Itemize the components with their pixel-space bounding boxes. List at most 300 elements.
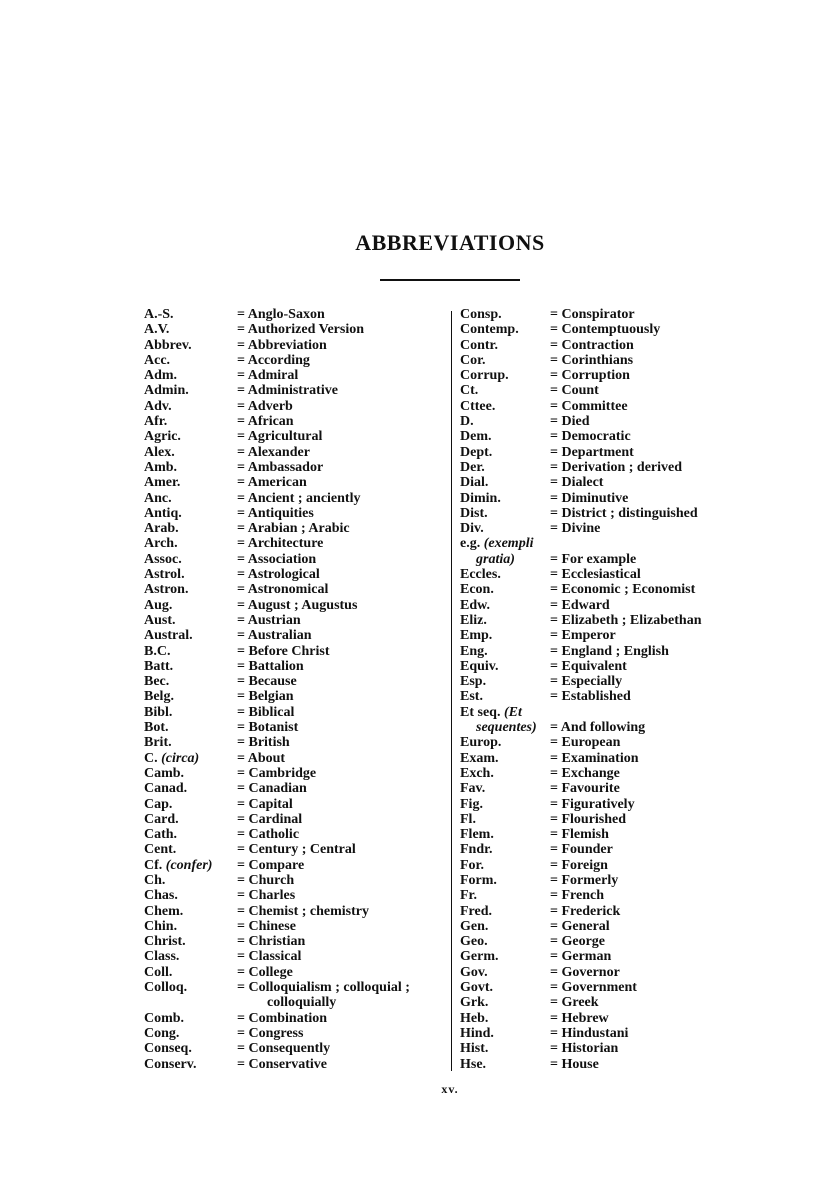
abbreviation-definition (550, 1057, 599, 1072)
abbreviation-term (144, 949, 179, 964)
abbreviation-definition (237, 766, 316, 781)
definition-text: = Christian (237, 934, 306, 950)
abbreviation-text: Heb. (460, 1010, 489, 1026)
abbreviation-text: Govt. (460, 980, 494, 996)
abbreviation-term (460, 567, 501, 582)
abbreviation-definition (237, 414, 294, 429)
abbreviation-term (144, 644, 170, 659)
abbreviation-term (144, 521, 179, 536)
definition-text: = Combination (237, 1010, 328, 1026)
abbreviation-term (144, 705, 172, 720)
abbreviation-term (144, 322, 169, 337)
definition-text: = Antiquities (237, 505, 314, 521)
definition-text: = District ; distinguished (550, 505, 698, 521)
abbreviation-definition (550, 613, 701, 628)
title-rule (380, 279, 520, 281)
abbreviation-text: Esp. (460, 674, 487, 690)
definition-text: = Century ; Central (237, 842, 356, 858)
abbreviation-text: Belg. (144, 689, 174, 705)
definition-text: = European (550, 735, 621, 751)
definition-text: = Battalion (237, 658, 304, 674)
abbreviation-term (460, 904, 492, 919)
abbreviation-text: Corrup. (460, 368, 509, 384)
abbreviation-text: Econ. (460, 582, 494, 598)
abbreviation-text: Assoc. (144, 551, 182, 567)
definition-text: = Ecclesiastical (550, 567, 641, 583)
abbreviation-definition (237, 842, 356, 857)
abbreviation-text: Coll. (144, 964, 173, 980)
abbreviation-definition (237, 904, 369, 919)
definition-text: = Australian (237, 628, 312, 644)
abbreviation-term (144, 460, 177, 475)
abbreviation-definition (237, 1026, 303, 1041)
abbreviation-term (144, 383, 189, 398)
abbreviation-term (144, 842, 176, 857)
abbreviation-term (460, 1057, 486, 1072)
definition-text: = Agricultural (237, 429, 323, 445)
abbreviation-text: Europ. (460, 735, 502, 751)
abbreviation-definition (550, 445, 634, 460)
abbreviation-text: Antiq. (144, 505, 182, 521)
abbreviation-text: Et seq. (460, 704, 501, 720)
abbreviation-definition (237, 567, 320, 582)
abbreviation-term (460, 659, 499, 674)
definition-text: = Chemist ; chemistry (237, 903, 370, 919)
abbreviation-text: Fav. (460, 781, 486, 797)
abbreviation-text: Chas. (144, 888, 178, 904)
definition-text: = Hebrew (550, 1010, 609, 1026)
abbreviation-term (144, 1057, 197, 1072)
abbreviation-term (144, 674, 169, 689)
definition-text: = Architecture (237, 536, 324, 552)
definition-text: = And following (550, 720, 646, 736)
definition-text: = Derivation ; derived (550, 459, 683, 475)
abbreviation-text: Exam. (460, 750, 499, 766)
abbreviation-definition (237, 812, 302, 827)
abbreviation-term (460, 628, 492, 643)
abbreviation-definition (550, 598, 610, 613)
definition-text: = Abbreviation (237, 337, 327, 353)
abbreviation-term (460, 1041, 488, 1056)
definition-text: = Chinese (237, 918, 296, 934)
definition-text: = Examination (550, 750, 639, 766)
abbreviation-text: Emp. (460, 628, 493, 644)
definition-text: = Committee (550, 398, 628, 414)
abbreviation-term (144, 827, 177, 842)
abbreviation-text: Adm. (144, 368, 178, 384)
abbreviation-definition (237, 781, 307, 796)
abbreviation-text: Exch. (460, 765, 494, 781)
abbreviation-term (144, 567, 185, 582)
abbreviation-term (144, 965, 172, 980)
definition-text: = Greek (550, 995, 599, 1011)
abbreviation-term (460, 1026, 494, 1041)
definition-text: = Government (550, 980, 637, 996)
definition-text: = Founder (550, 842, 613, 858)
definition-text: = Divine (550, 521, 601, 537)
definition-text: = Administrative (237, 383, 338, 399)
abbreviation-text: Astrol. (144, 567, 185, 583)
abbreviation-term (460, 414, 474, 429)
abbreviation-term (144, 414, 167, 429)
definition-text: = Established (550, 689, 631, 705)
abbreviation-definition (550, 399, 628, 414)
abbreviation-term (144, 1011, 184, 1026)
abbreviation-term (144, 475, 180, 490)
abbreviation-definition (237, 644, 329, 659)
abbreviation-definition (237, 368, 298, 383)
abbreviation-term (144, 582, 188, 597)
abbreviation-definition (550, 322, 660, 337)
abbreviation-term (144, 491, 172, 506)
abbreviation-text: Adv. (144, 398, 172, 414)
abbreviation-definition (237, 735, 290, 750)
abbreviation-term (460, 338, 498, 353)
abbreviation-definition (237, 383, 338, 398)
definition-text: = Equivalent (550, 658, 627, 674)
abbreviation-definition (550, 781, 620, 796)
abbreviation-latin-cont: sequentes) (476, 720, 537, 736)
abbreviation-term (460, 368, 509, 383)
definition-text: = Admiral (237, 368, 299, 384)
abbreviation-text: Cf. (144, 857, 163, 873)
definition-text: = Count (550, 383, 599, 399)
abbreviation-definition (550, 888, 604, 903)
abbreviation-text: Eccles. (460, 567, 501, 583)
abbreviation-definition (237, 353, 310, 368)
definition-text: = Foreign (550, 857, 608, 873)
abbreviation-text: Cap. (144, 796, 173, 812)
definition-text: = Compare (237, 857, 305, 873)
abbreviation-term (144, 613, 176, 628)
definition-text: = Department (550, 444, 634, 460)
abbreviation-term (144, 904, 183, 919)
abbreviation-definition (550, 965, 620, 980)
definition-text: = Cardinal (237, 811, 303, 827)
abbreviation-text: Cong. (144, 1025, 180, 1041)
definition-text: = George (550, 934, 606, 950)
definition-text: = Colloquialism ; colloquial ; (237, 980, 410, 996)
abbreviation-term (460, 934, 488, 949)
abbreviation-term (144, 766, 184, 781)
abbreviation-term (144, 781, 187, 796)
abbreviation-definition (550, 904, 620, 919)
abbreviation-definition (237, 797, 293, 812)
abbreviation-text: Abbrev. (144, 337, 192, 353)
abbreviation-text: Amb. (144, 459, 178, 475)
abbreviation-definition (550, 383, 599, 398)
abbreviation-text: Cent. (144, 842, 177, 858)
abbreviation-text: Flem. (460, 827, 494, 843)
abbreviation-term (144, 429, 181, 444)
abbreviation-text: Eng. (460, 643, 488, 659)
definition-text: = Capital (237, 796, 293, 812)
definition-text: = Catholic (237, 827, 300, 843)
abbreviation-term (460, 797, 483, 812)
abbreviation-definition (550, 858, 608, 873)
abbreviation-definition (550, 827, 609, 842)
abbreviation-definition (550, 414, 589, 429)
abbreviation-text: Der. (460, 459, 485, 475)
abbreviation-term (144, 368, 177, 383)
abbreviation-text: Amer. (144, 475, 181, 491)
abbreviation-text: Bot. (144, 720, 169, 736)
abbreviation-text: Anc. (144, 490, 172, 506)
abbreviation-text: Aug. (144, 597, 173, 613)
definition-text: = Figuratively (550, 796, 635, 812)
definition-text: = August ; Augustus (237, 597, 358, 613)
abbreviation-term (460, 842, 493, 857)
abbreviation-term (144, 506, 182, 521)
definition-text: = Ancient ; anciently (237, 490, 361, 506)
abbreviation-definition (550, 735, 620, 750)
abbreviation-text: Fred. (460, 903, 493, 919)
abbreviation-term (144, 873, 165, 888)
abbreviation-text: e.g. (460, 536, 481, 552)
abbreviation-text: Batt. (144, 658, 174, 674)
abbreviation-text: Class. (144, 949, 180, 965)
abbreviation-text: Eliz. (460, 612, 487, 628)
abbreviation-term (460, 536, 533, 567)
abbreviation-definition (237, 934, 305, 949)
abbreviation-text: C. (144, 750, 158, 766)
abbreviation-term (460, 735, 501, 750)
abbreviation-term (460, 1011, 488, 1026)
abbreviation-definition (550, 812, 626, 827)
abbreviation-definition (550, 552, 636, 567)
abbreviation-definition (550, 797, 635, 812)
abbreviation-text: Dept. (460, 444, 493, 460)
abbreviation-text: Contemp. (460, 322, 519, 338)
abbreviation-text: D. (460, 414, 474, 430)
abbreviation-definition (237, 1041, 330, 1056)
definition-text: = Governor (550, 964, 620, 980)
definition-text: = Anglo-Saxon (237, 307, 325, 322)
abbreviation-term (460, 582, 494, 597)
abbreviation-definition (237, 888, 295, 903)
abbreviation-text: Conseq. (144, 1041, 192, 1057)
abbreviation-term (460, 644, 488, 659)
abbreviation-text: Geo. (460, 934, 488, 950)
abbreviation-definition (237, 689, 294, 704)
abbreviation-term (144, 888, 178, 903)
definition-text: = Historian (550, 1041, 619, 1057)
abbreviation-text: Austral. (144, 628, 193, 644)
abbreviation-term (144, 1041, 192, 1056)
abbreviation-definition (550, 873, 618, 888)
abbreviation-definition (237, 751, 285, 766)
definition-text: = Ambassador (237, 459, 324, 475)
abbreviation-term (144, 812, 179, 827)
abbreviation-text: A.-S. (144, 307, 174, 322)
abbreviation-term (144, 353, 170, 368)
abbreviation-text: Cor. (460, 352, 486, 368)
abbreviation-definition (237, 858, 304, 873)
abbreviation-text: Agric. (144, 429, 181, 445)
abbreviation-text: Dimin. (460, 490, 501, 506)
abbreviation-term (144, 1026, 179, 1041)
abbreviation-text: Aust. (144, 612, 176, 628)
abbreviation-term (144, 751, 199, 766)
abbreviation-definition (550, 1041, 618, 1056)
abbreviation-text: Gen. (460, 918, 489, 934)
definition-text: = Charles (237, 888, 296, 904)
column-divider (451, 311, 452, 1071)
abbreviation-term (460, 506, 488, 521)
definition-text: = Conspirator (550, 307, 635, 322)
definition-text: = Astrological (237, 567, 320, 583)
abbreviation-text: Canad. (144, 781, 188, 797)
abbreviation-text: Admin. (144, 383, 189, 399)
abbreviation-definition (550, 766, 620, 781)
abbreviation-text: Bec. (144, 674, 170, 690)
definition-text: = Austrian (237, 612, 301, 628)
definition-text: = Exchange (550, 765, 620, 781)
abbreviation-definition (550, 338, 634, 353)
abbreviation-text: Fndr. (460, 842, 493, 858)
abbreviation-definition (550, 644, 669, 659)
abbreviation-text: Christ. (144, 934, 186, 950)
abbreviation-definition (550, 689, 631, 704)
definition-text: = Canadian (237, 781, 307, 797)
definition-text: = Adverb (237, 398, 293, 414)
definition-text: = Diminutive (550, 490, 629, 506)
page-title: ABBREVIATIONS (355, 230, 545, 255)
abbreviation-text: Hind. (460, 1025, 494, 1041)
abbreviation-text: Colloq. (144, 980, 188, 996)
abbreviation-term (460, 888, 477, 903)
abbreviation-text: Dist. (460, 505, 488, 521)
abbreviation-text: Comb. (144, 1010, 185, 1026)
definition-text: = Astronomical (237, 582, 329, 598)
definition-text: = Favourite (550, 781, 620, 797)
abbreviation-text: Fl. (460, 811, 476, 827)
abbreviation-latin-cont: gratia) (476, 551, 515, 567)
definition-text: = Democratic (550, 429, 631, 445)
abbreviation-definition (237, 429, 322, 444)
definition-text: = Conservative (237, 1056, 328, 1072)
definition-text: = England ; English (550, 643, 669, 659)
page-number: xv. (441, 1082, 459, 1096)
definition-text: = Alexander (237, 444, 310, 460)
abbreviation-definition (237, 322, 364, 337)
abbreviation-definition (237, 628, 312, 643)
abbreviation-term (460, 429, 492, 444)
abbreviation-term (460, 445, 492, 460)
abbreviation-definition (237, 659, 304, 674)
abbreviation-definition (237, 521, 350, 536)
abbreviation-definition (550, 353, 633, 368)
abbreviation-text: Gov. (460, 964, 488, 980)
definition-text: = Flemish (550, 827, 609, 843)
abbreviation-definition (237, 1057, 327, 1072)
abbreviation-term (144, 797, 172, 812)
definition-text: = Especially (550, 674, 623, 690)
abbreviation-text: Equiv. (460, 658, 499, 674)
definition-text: = General (550, 918, 610, 934)
abbreviation-definition (237, 873, 294, 888)
abbreviation-definition (237, 720, 298, 735)
abbreviation-definition (550, 368, 630, 383)
abbreviation-text: Cath. (144, 827, 178, 843)
definition-text: = Because (237, 674, 297, 690)
abbreviation-text: Hist. (460, 1041, 489, 1057)
definition-text: = Botanist (237, 720, 299, 736)
abbreviation-text: Conserv. (144, 1056, 197, 1072)
abbreviation-definition (237, 491, 360, 506)
definition-text: = Died (550, 414, 590, 430)
abbreviation-term (460, 858, 484, 873)
abbreviation-definition (237, 949, 301, 964)
abbreviation-term (460, 873, 497, 888)
abbreviation-latin: (circa) (161, 750, 200, 766)
abbreviation-term (460, 751, 499, 766)
abbreviation-definition (550, 842, 613, 857)
definition-text: = Economic ; Economist (550, 582, 696, 598)
abbreviation-definition (237, 919, 296, 934)
definition-text: = Hindustani (550, 1025, 629, 1041)
abbreviation-term (144, 858, 212, 873)
definition-text: = Emperor (550, 628, 616, 644)
abbreviation-text: Arab. (144, 521, 179, 537)
abbreviation-term (460, 491, 501, 506)
abbreviation-term (460, 705, 537, 736)
definition-cont: colloquially (267, 995, 337, 1011)
abbreviation-term (144, 980, 187, 995)
definition-text: = Flourished (550, 811, 627, 827)
definition-text: = Elizabeth ; Elizabethan (550, 612, 702, 628)
abbreviation-term (460, 995, 488, 1010)
abbreviation-text: Ch. (144, 872, 166, 888)
abbreviation-text: Div. (460, 521, 484, 537)
abbreviation-definition (237, 506, 314, 521)
abbreviation-term (144, 689, 174, 704)
abbreviation-definition (550, 460, 682, 475)
abbreviation-definition (550, 567, 641, 582)
abbreviation-definition (550, 659, 627, 674)
abbreviation-term (460, 965, 488, 980)
abbreviation-term (460, 674, 486, 689)
definition-text: = Classical (237, 949, 302, 965)
definition-text: = House (550, 1056, 599, 1072)
definition-text: = American (237, 475, 307, 491)
abbreviation-definition (550, 475, 603, 490)
abbreviation-text: For. (460, 857, 484, 873)
abbreviation-text: Alex. (144, 444, 175, 460)
abbreviation-text: Est. (460, 689, 483, 705)
abbreviation-definition (550, 307, 635, 322)
abbreviation-definition (550, 521, 600, 536)
definition-text: = Before Christ (237, 643, 330, 659)
definition-text: = About (237, 750, 286, 766)
abbreviation-definition (550, 919, 610, 934)
definition-text: = Authorized Version (237, 322, 364, 338)
abbreviation-text: Card. (144, 811, 179, 827)
abbreviation-term (144, 552, 182, 567)
abbreviation-term (460, 521, 484, 536)
definition-text: = Formerly (550, 872, 619, 888)
definition-text: = Corruption (550, 368, 630, 384)
abbreviation-definition (237, 307, 325, 322)
abbreviation-definition (550, 491, 628, 506)
definition-text: = French (550, 888, 604, 904)
abbreviation-definition (237, 598, 357, 613)
abbreviation-term (144, 399, 172, 414)
abbreviation-definition (550, 429, 631, 444)
abbreviation-text: Camb. (144, 765, 185, 781)
definition-text: = German (550, 949, 612, 965)
abbreviation-term (460, 766, 494, 781)
